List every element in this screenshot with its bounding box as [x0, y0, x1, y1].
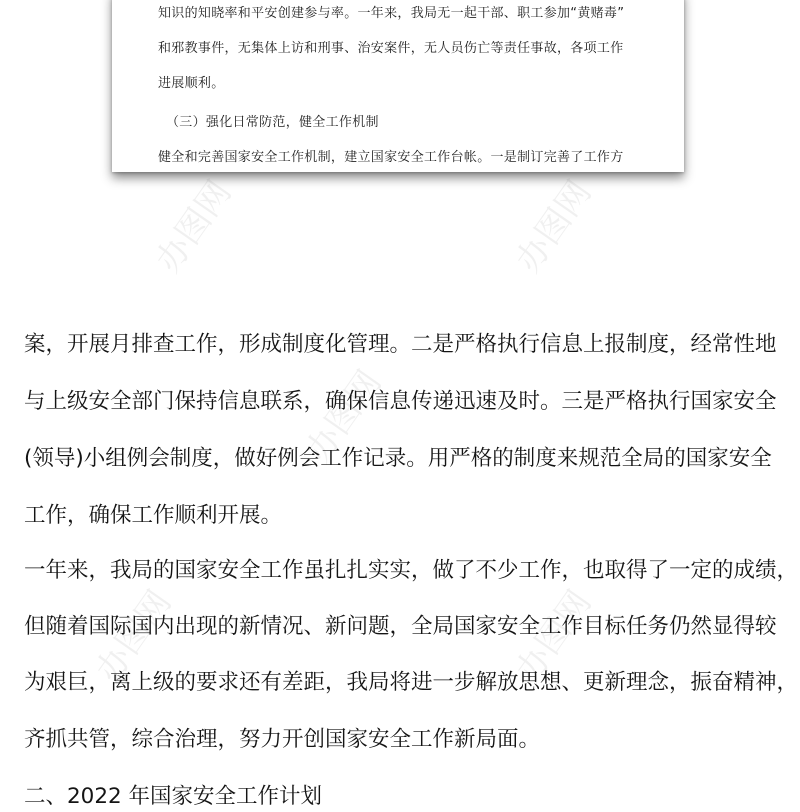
section-heading: 二、2022 年国家安全工作计划	[24, 784, 323, 809]
body-line: 但随着国际国内出现的新情况、新问题，全局国家安全工作目标任务仍然显得较	[24, 614, 777, 639]
card-paragraph-line: 进展顺利。	[158, 76, 225, 91]
body-line: 案，开展月排查工作，形成制度化管理。二是严格执行信息上报制度，经常性地	[24, 332, 777, 357]
card-paragraph-line: 知识的知晓率和平安创建参与率。一年来，我局无一起干部、职工参加“黄赌毒”	[158, 6, 625, 21]
document-card	[112, 0, 684, 172]
body-line: (领导)小组例会制度，做好例会工作记录。用严格的制度来规范全局的国家安全	[24, 446, 772, 471]
card-section-heading: （三）强化日常防范，健全工作机制	[166, 115, 379, 130]
watermark: 办图网	[148, 173, 240, 280]
body-line: 与上级安全部门保持信息联系，确保信息传递迅速及时。三是严格执行国家安全	[24, 389, 777, 414]
watermark: 办图网	[88, 583, 180, 690]
body-line: 齐抓共管，综合治理，努力开创国家安全工作新局面。	[24, 727, 541, 752]
body-line: 为艰巨，离上级的要求还有差距，我局将进一步解放思想、更新理念，振奋精神，	[24, 670, 799, 695]
watermark: 办图网	[508, 583, 600, 690]
card-paragraph-line: 健全和完善国家安全工作机制，建立国家安全工作台帐。一是制订完善了工作方	[158, 150, 624, 165]
card-paragraph-line: 和邪教事件，无集体上访和刑事、治安案件，无人员伤亡等责任事故，各项工作	[158, 41, 624, 56]
body-line: 一年来，我局的国家安全工作虽扎扎实实，做了不少工作，也取得了一定的成绩，	[24, 558, 799, 583]
body-line: 工作，确保工作顺利开展。	[24, 503, 283, 528]
watermark: 办图网	[508, 173, 600, 280]
watermark: 办图网	[298, 363, 390, 470]
